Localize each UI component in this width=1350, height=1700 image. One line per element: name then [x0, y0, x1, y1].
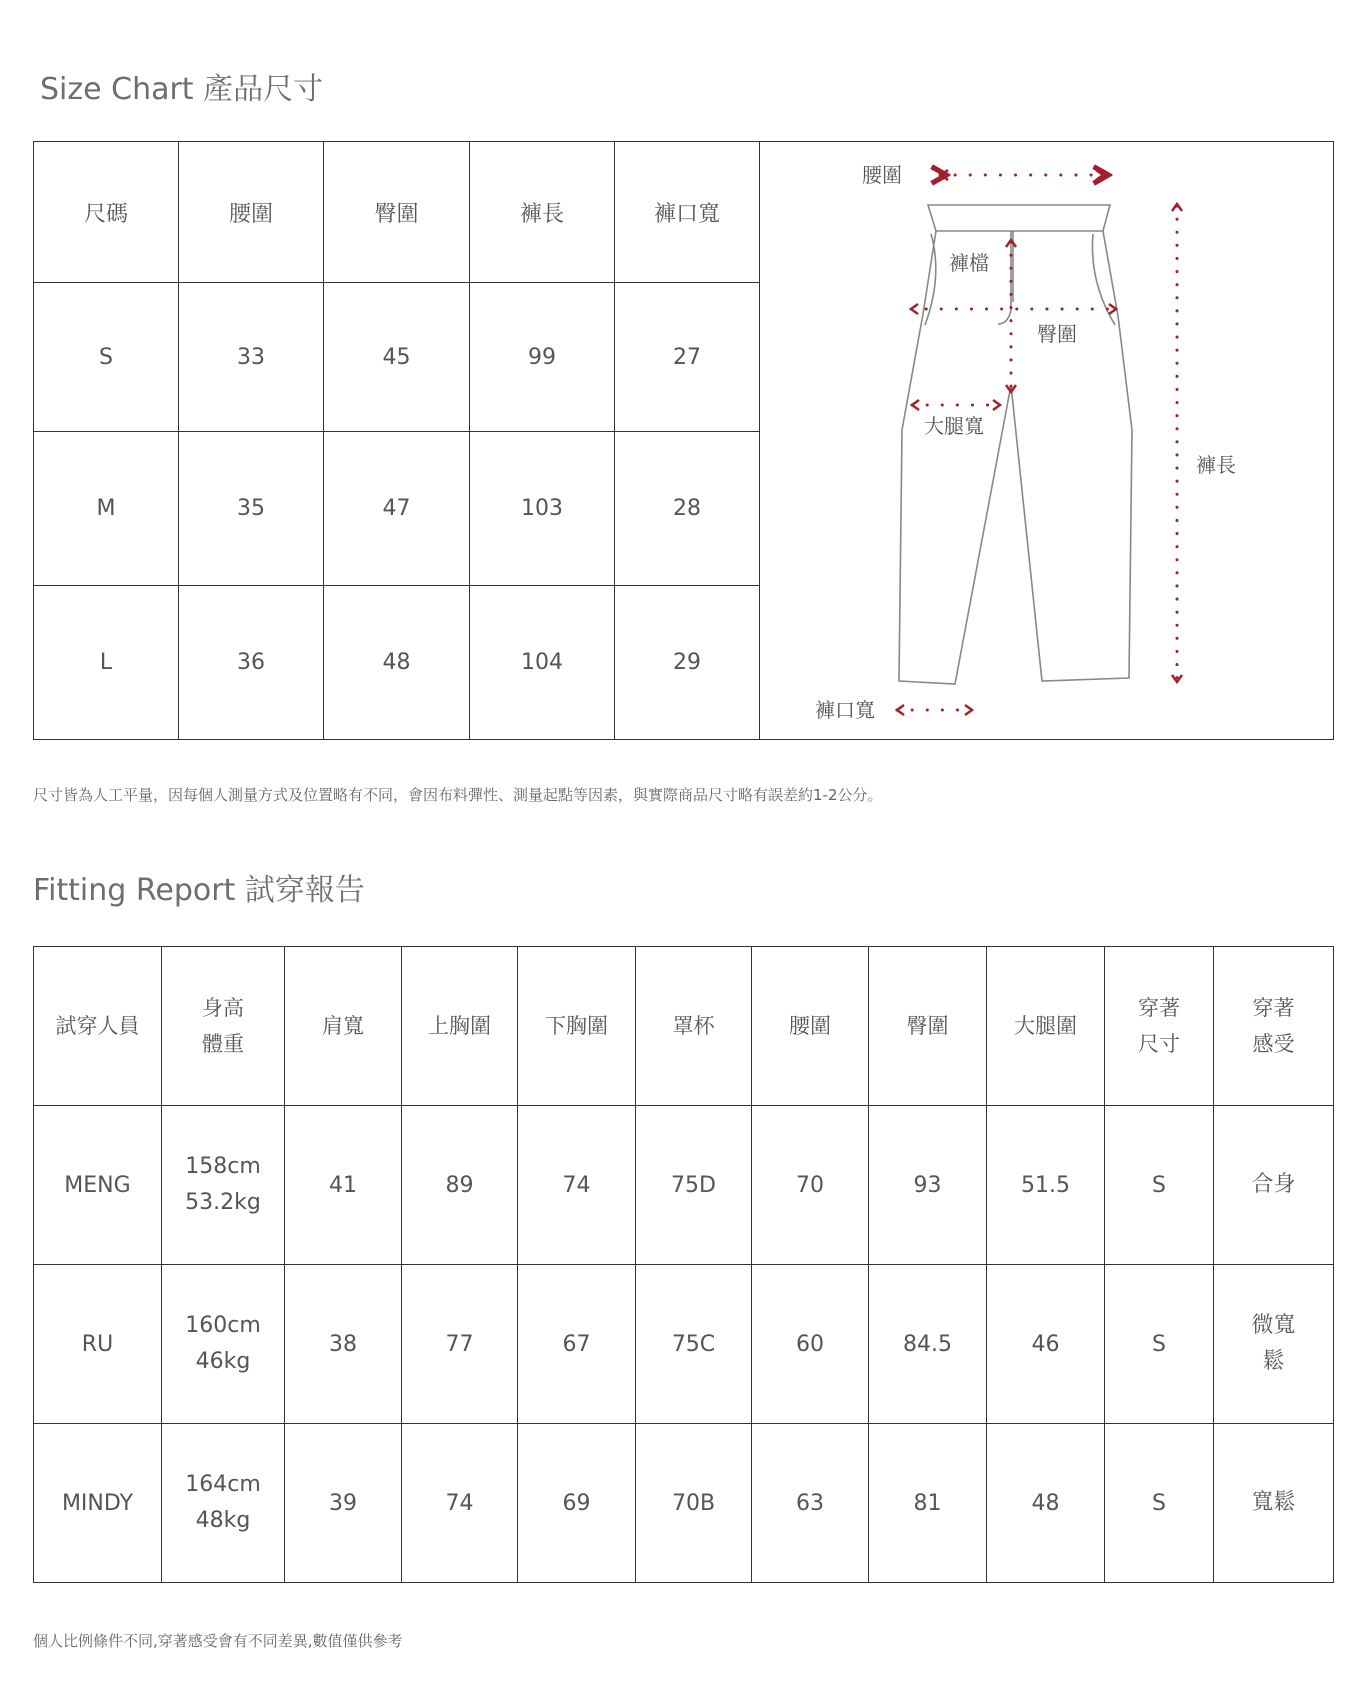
header-cell: 褲長 [470, 142, 615, 283]
hip-arrow [911, 304, 1116, 346]
hem-arrow [815, 698, 972, 722]
pants-diagram [760, 142, 1334, 740]
table-row [34, 1106, 1334, 1265]
header-cell: 肩寬 [285, 947, 402, 1106]
table-cell: 29 [615, 586, 760, 740]
hem-label: 褲口寬 [815, 698, 875, 722]
table-cell: 38 [285, 1265, 402, 1424]
header-cell: 腰圍 [752, 947, 869, 1106]
table-cell: 77 [402, 1265, 518, 1424]
table-cell: 60 [752, 1265, 869, 1424]
table-cell: 67 [518, 1265, 636, 1424]
table-cell: 47 [324, 432, 470, 586]
height-weight: 164cm 48kg [162, 1424, 285, 1583]
table-cell: 33 [179, 283, 324, 432]
table-cell: 27 [615, 283, 760, 432]
table-row [34, 1265, 1334, 1424]
fitting-report-table [33, 946, 1334, 1583]
table-cell: S [1105, 1265, 1214, 1424]
table-cell: 39 [285, 1424, 402, 1583]
table-cell: 103 [470, 432, 615, 586]
table-cell: 84.5 [869, 1265, 987, 1424]
pants-outline [899, 205, 1132, 684]
header-cell: 大腿圍 [987, 947, 1105, 1106]
waist-arrow [862, 163, 1103, 187]
header-cell: 褲口寬 [615, 142, 760, 283]
length-arrow [1172, 204, 1236, 682]
height-weight: 158cm 53.2kg [162, 1106, 285, 1265]
table-header-row [34, 142, 1334, 283]
header-cell: 罩杯 [636, 947, 752, 1106]
header-cell: 下胸圍 [518, 947, 636, 1106]
table-cell: 74 [402, 1424, 518, 1583]
table-cell: L [34, 586, 179, 740]
fit-feel: 合身 [1214, 1106, 1334, 1265]
header-cell: 臀圍 [324, 142, 470, 283]
table-cell: 93 [869, 1106, 987, 1265]
length-label: 褲長 [1196, 453, 1236, 477]
table-cell: 41 [285, 1106, 402, 1265]
table-cell: 81 [869, 1424, 987, 1583]
table-cell: 89 [402, 1106, 518, 1265]
table-cell: 70 [752, 1106, 869, 1265]
table-cell: 35 [179, 432, 324, 586]
table-cell: M [34, 432, 179, 586]
table-cell: 48 [324, 586, 470, 740]
pants-measurement-diagram [760, 142, 1334, 740]
table-cell: 28 [615, 432, 760, 586]
table-cell: S [1105, 1106, 1214, 1265]
header-cell: 腰圍 [179, 142, 324, 283]
table-cell: 36 [179, 586, 324, 740]
table-cell: 75C [636, 1265, 752, 1424]
model-name: RU [34, 1265, 162, 1424]
hip-label: 臀圍 [1037, 322, 1077, 346]
height-weight: 160cm 46kg [162, 1265, 285, 1424]
fit-feel: 寬鬆 [1214, 1424, 1334, 1583]
fitting-report-title: Fitting Report 試穿報告 [33, 873, 365, 908]
crotch-arrow [949, 240, 1016, 392]
header-cell: 試穿人員 [34, 947, 162, 1106]
table-header-row [34, 947, 1334, 1106]
thigh-label: 大腿寬 [924, 414, 984, 438]
table-cell: 46 [987, 1265, 1105, 1424]
header-cell: 臀圍 [869, 947, 987, 1106]
table-cell: 104 [470, 586, 615, 740]
table-cell: 69 [518, 1424, 636, 1583]
table-cell: 99 [470, 283, 615, 432]
table-cell: 48 [987, 1424, 1105, 1583]
size-chart-note: 尺寸皆為人工平量，因每個人測量方式及位置略有不同，會因布料彈性、測量起點等因素，與實際商品尺寸略有誤差約1-2公分。 [33, 786, 883, 804]
model-name: MENG [34, 1106, 162, 1265]
model-name: MINDY [34, 1424, 162, 1583]
table-cell: S [34, 283, 179, 432]
table-cell: 51.5 [987, 1106, 1105, 1265]
fitting-report-note: 個人比例條件不同,穿著感受會有不同差異,數值僅供參考 [33, 1632, 403, 1650]
size-chart-title: Size Chart 產品尺寸 [40, 72, 324, 107]
header-cell: 尺碼 [34, 142, 179, 283]
crotch-label: 褲檔 [949, 251, 989, 275]
table-cell: S [1105, 1424, 1214, 1583]
header-cell: 上胸圍 [402, 947, 518, 1106]
size-chart-table [33, 141, 1334, 740]
table-row [34, 1424, 1334, 1583]
table-cell: 45 [324, 283, 470, 432]
fit-feel: 微寬 鬆 [1214, 1265, 1334, 1424]
waist-label: 腰圍 [862, 163, 902, 187]
table-cell: 74 [518, 1106, 636, 1265]
table-cell: 70B [636, 1424, 752, 1583]
thigh-arrow [912, 400, 1000, 438]
header-cell: 穿著 感受 [1214, 947, 1334, 1106]
header-cell: 穿著 尺寸 [1105, 947, 1214, 1106]
table-cell: 75D [636, 1106, 752, 1265]
header-cell: 身高 體重 [162, 947, 285, 1106]
table-cell: 63 [752, 1424, 869, 1583]
